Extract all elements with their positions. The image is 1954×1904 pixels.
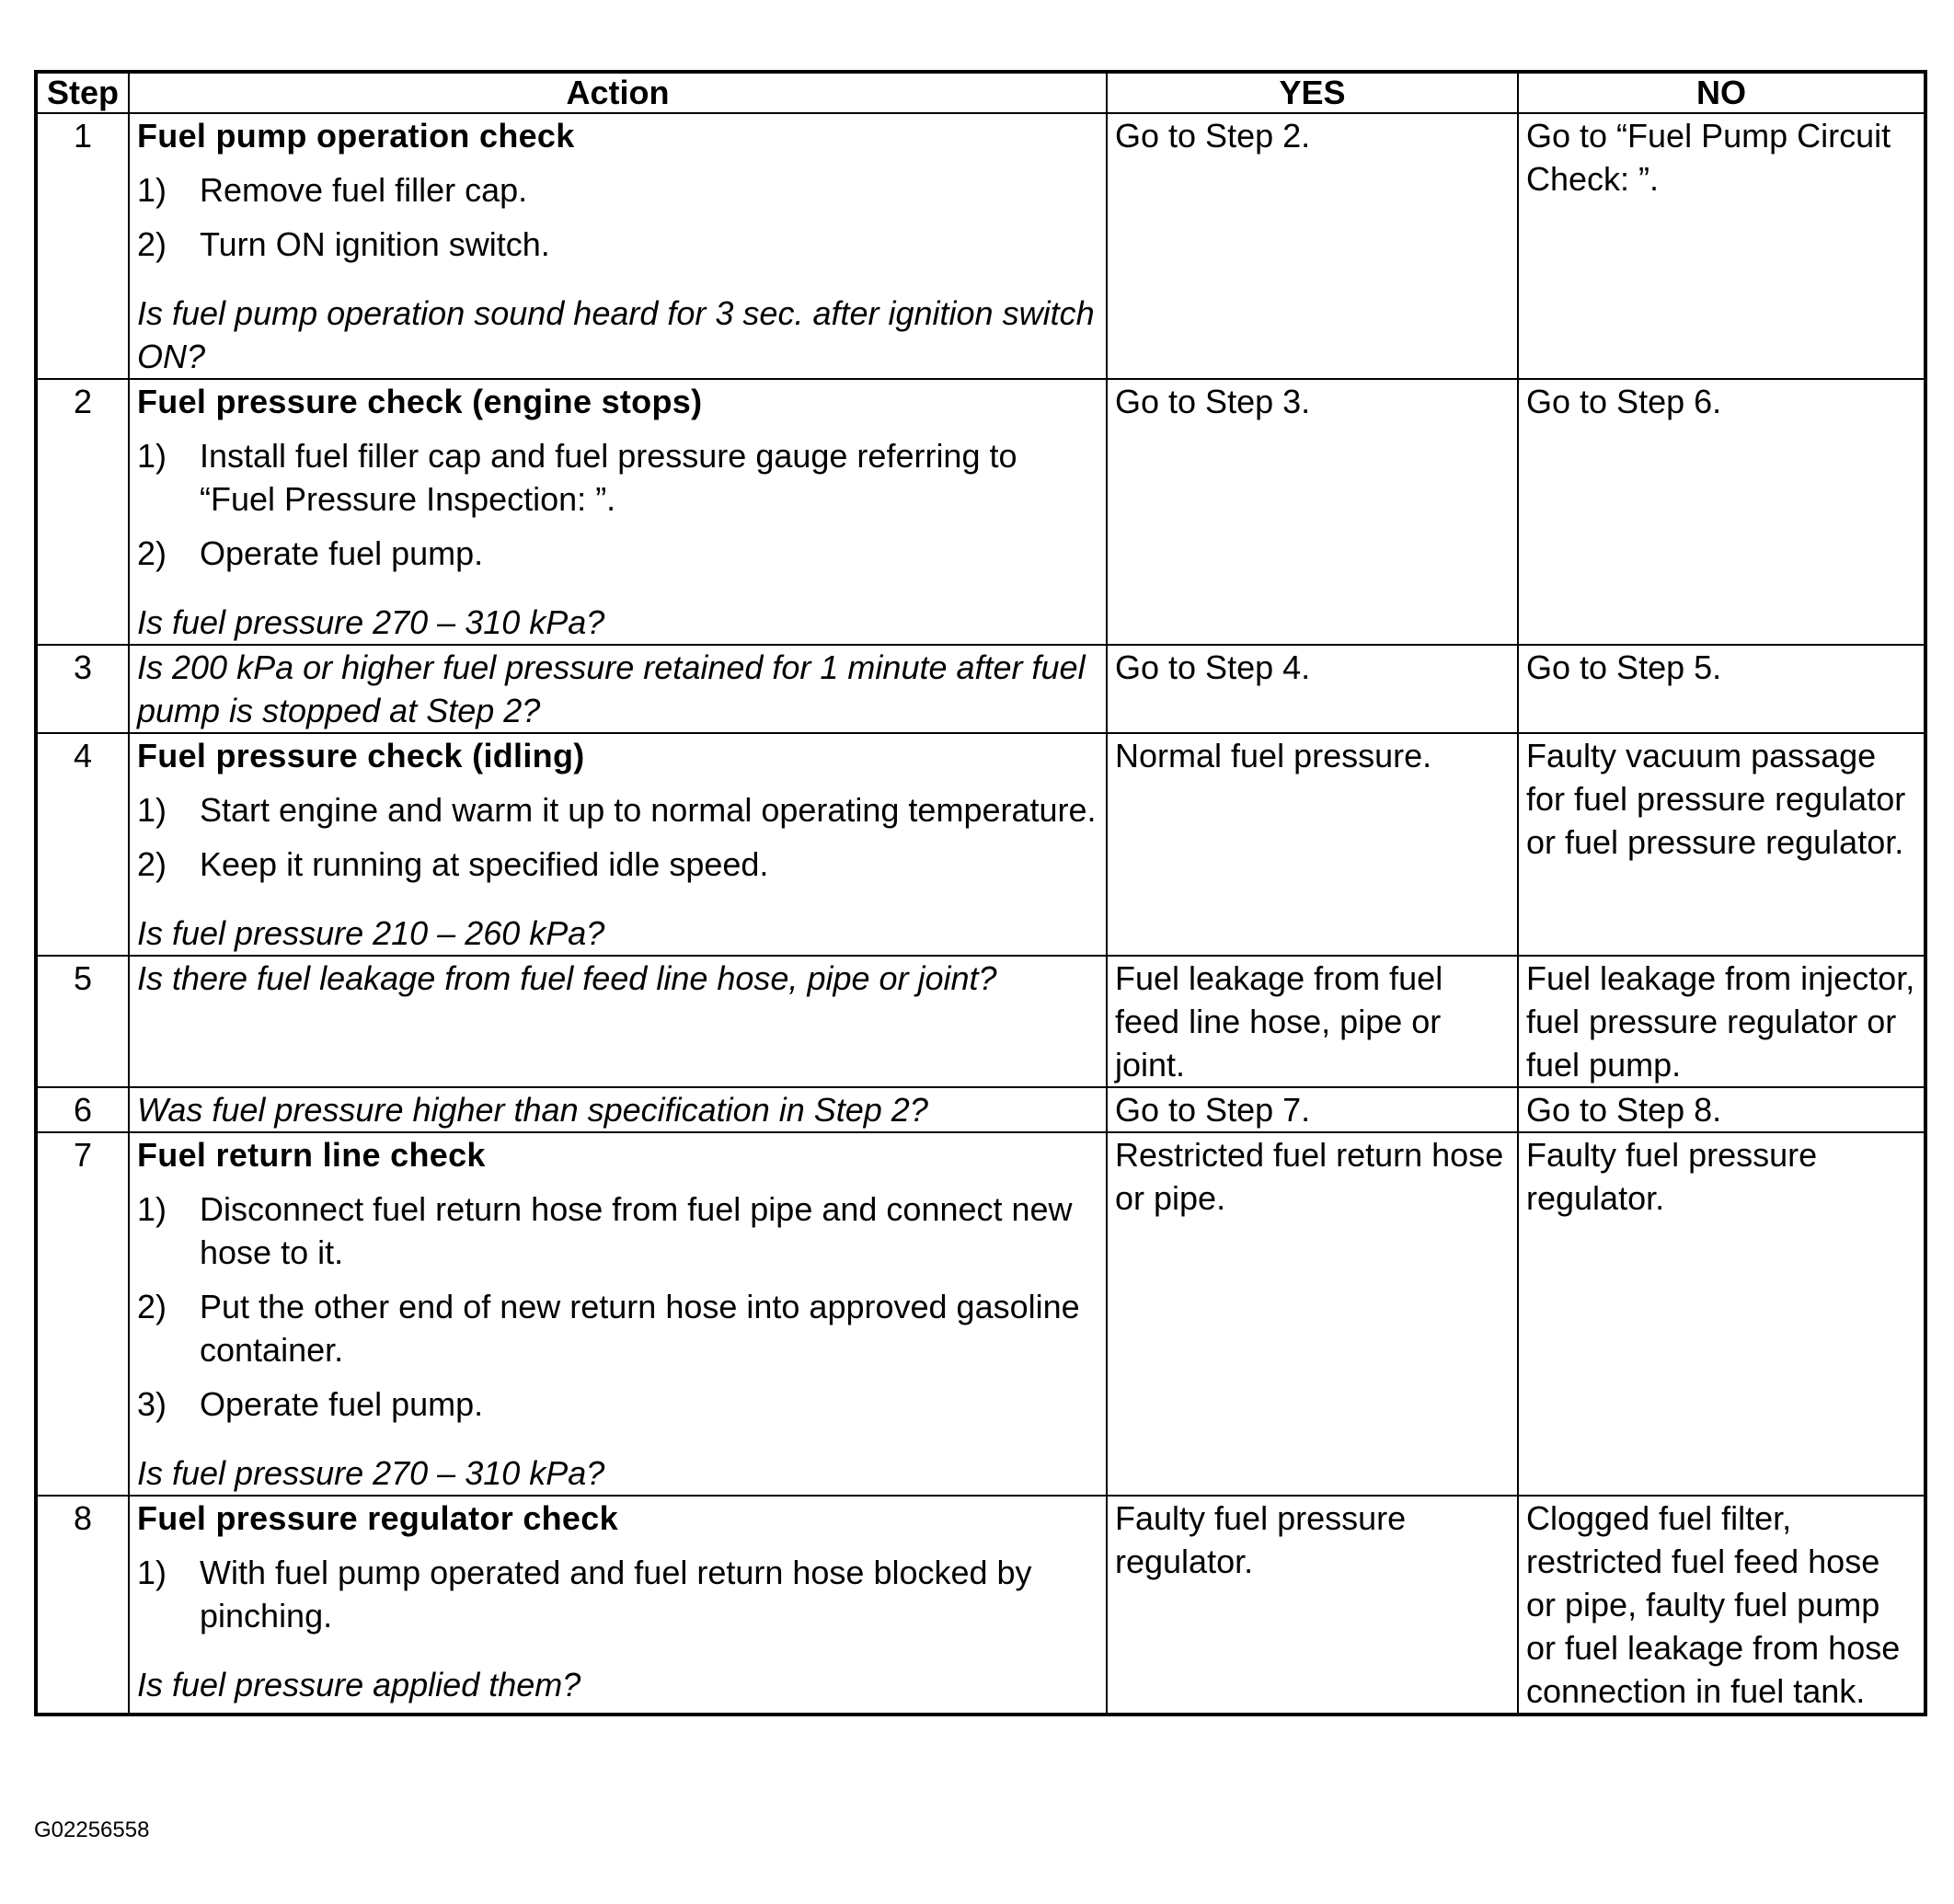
procedure-step xyxy=(137,168,1098,212)
procedure-list xyxy=(137,1551,1098,1637)
no-result: Go to “Fuel Pump Circuit Check: ”. xyxy=(1518,113,1925,379)
procedure-step-number: 2) xyxy=(137,1288,167,1325)
procedure-step xyxy=(137,1285,1098,1371)
header-row xyxy=(36,72,1925,113)
procedure-step-text: Turn ON ignition switch. xyxy=(200,225,550,263)
procedure-step xyxy=(137,1187,1098,1274)
table-row xyxy=(36,379,1925,645)
procedure-step-number: 2) xyxy=(137,225,167,263)
procedure-step-text: Put the other end of new return hose into approved gasoline container. xyxy=(200,1288,1080,1369)
yes-result: Go to Step 2. xyxy=(1107,113,1518,379)
action-cell xyxy=(129,1496,1107,1715)
yes-result: Fuel leakage from fuel feed line hose, pipe or joint. xyxy=(1107,956,1518,1087)
no-result: Go to Step 8. xyxy=(1518,1087,1925,1132)
check-question: Is fuel pump operation sound heard for 3 sec. after ignition switch ON? xyxy=(137,294,1095,375)
procedure-list xyxy=(137,788,1098,886)
procedure-step-text: Operate fuel pump. xyxy=(200,534,484,572)
action-cell xyxy=(129,645,1107,733)
step-number: 5 xyxy=(36,956,129,1087)
yes-result: Go to Step 4. xyxy=(1107,645,1518,733)
procedure-step xyxy=(137,788,1098,832)
check-question: Is fuel pressure 210 – 260 kPa? xyxy=(137,914,605,952)
procedure-list xyxy=(137,168,1098,266)
procedure-step-text: Install fuel filler cap and fuel pressure gauge referring to “Fuel Pressure Inspection: ”. xyxy=(200,437,1017,518)
step-number: 7 xyxy=(36,1132,129,1496)
procedure-step-number: 1) xyxy=(137,1190,167,1228)
procedure-step-number: 2) xyxy=(137,534,167,572)
check-title: Fuel return line check xyxy=(137,1136,486,1174)
step-number: 6 xyxy=(36,1087,129,1132)
step-number: 2 xyxy=(36,379,129,645)
table-row xyxy=(36,956,1925,1087)
table-row xyxy=(36,1132,1925,1496)
table-row xyxy=(36,733,1925,956)
procedure-step-text: Start engine and warm it up to normal operating temperature. xyxy=(200,791,1097,829)
procedure-step-text: With fuel pump operated and fuel return hose blocked by pinching. xyxy=(200,1554,1032,1634)
procedure-step-text: Disconnect fuel return hose from fuel pipe and connect new hose to it. xyxy=(200,1190,1073,1271)
yes-result: Go to Step 3. xyxy=(1107,379,1518,645)
procedure-list xyxy=(137,1187,1098,1426)
check-title: Fuel pressure check (engine stops) xyxy=(137,383,703,420)
action-cell xyxy=(129,113,1107,379)
check-question: Is fuel pressure 270 – 310 kPa? xyxy=(137,1454,605,1492)
procedure-step-number: 1) xyxy=(137,171,167,209)
no-result: Fuel leakage from injector, fuel pressure regulator or fuel pump. xyxy=(1518,956,1925,1087)
procedure-list xyxy=(137,434,1098,575)
no-result: Faulty fuel pressure regulator. xyxy=(1518,1132,1925,1496)
header-yes: YES xyxy=(1107,72,1518,113)
step-number: 3 xyxy=(36,645,129,733)
no-result: Go to Step 5. xyxy=(1518,645,1925,733)
procedure-step xyxy=(137,434,1098,521)
procedure-step-text: Keep it running at specified idle speed. xyxy=(200,845,769,883)
procedure-step-text: Operate fuel pump. xyxy=(200,1385,484,1423)
procedure-step-text: Remove fuel filler cap. xyxy=(200,171,528,209)
diagnosis-table xyxy=(34,70,1927,1716)
no-result: Faulty vacuum passage for fuel pressure regulator or fuel pressure regulator. xyxy=(1518,733,1925,956)
header-no: NO xyxy=(1518,72,1925,113)
procedure-step xyxy=(137,532,1098,575)
table-row xyxy=(36,1496,1925,1715)
check-title: Fuel pressure check (idling) xyxy=(137,737,585,774)
action-cell xyxy=(129,379,1107,645)
no-result: Clogged fuel filter, restricted fuel feed hose or pipe, faulty fuel pump or fuel leakage from hose connection in fuel tank. xyxy=(1518,1496,1925,1715)
check-title: Fuel pressure regulator check xyxy=(137,1499,618,1537)
check-question: Is there fuel leakage from fuel feed line hose, pipe or joint? xyxy=(137,959,997,997)
step-number: 8 xyxy=(36,1496,129,1715)
check-title: Fuel pump operation check xyxy=(137,117,575,155)
procedure-step xyxy=(137,1551,1098,1637)
procedure-step-number: 3) xyxy=(137,1385,167,1423)
procedure-step xyxy=(137,843,1098,886)
procedure-step-number: 2) xyxy=(137,845,167,883)
check-question: Is fuel pressure 270 – 310 kPa? xyxy=(137,603,605,641)
figure-id: G02256558 xyxy=(34,1818,150,1842)
check-question: Is 200 kPa or higher fuel pressure retained for 1 minute after fuel pump is stopped at Step 2? xyxy=(137,648,1086,729)
table-row xyxy=(36,645,1925,733)
action-cell xyxy=(129,733,1107,956)
yes-result: Normal fuel pressure. xyxy=(1107,733,1518,956)
yes-result: Faulty fuel pressure regulator. xyxy=(1107,1496,1518,1715)
procedure-step xyxy=(137,1382,1098,1426)
check-question: Is fuel pressure applied them? xyxy=(137,1666,581,1703)
table-row xyxy=(36,1087,1925,1132)
step-number: 1 xyxy=(36,113,129,379)
no-result: Go to Step 6. xyxy=(1518,379,1925,645)
action-cell xyxy=(129,1132,1107,1496)
action-cell xyxy=(129,1087,1107,1132)
procedure-step-number: 1) xyxy=(137,1554,167,1591)
check-question: Was fuel pressure higher than specification in Step 2? xyxy=(137,1091,928,1129)
procedure-step-number: 1) xyxy=(137,791,167,829)
header-action: Action xyxy=(129,72,1107,113)
procedure-step xyxy=(137,223,1098,266)
table-row xyxy=(36,113,1925,379)
step-number: 4 xyxy=(36,733,129,956)
action-cell xyxy=(129,956,1107,1087)
yes-result: Restricted fuel return hose or pipe. xyxy=(1107,1132,1518,1496)
yes-result: Go to Step 7. xyxy=(1107,1087,1518,1132)
header-step: Step xyxy=(36,72,129,113)
procedure-step-number: 1) xyxy=(137,437,167,475)
